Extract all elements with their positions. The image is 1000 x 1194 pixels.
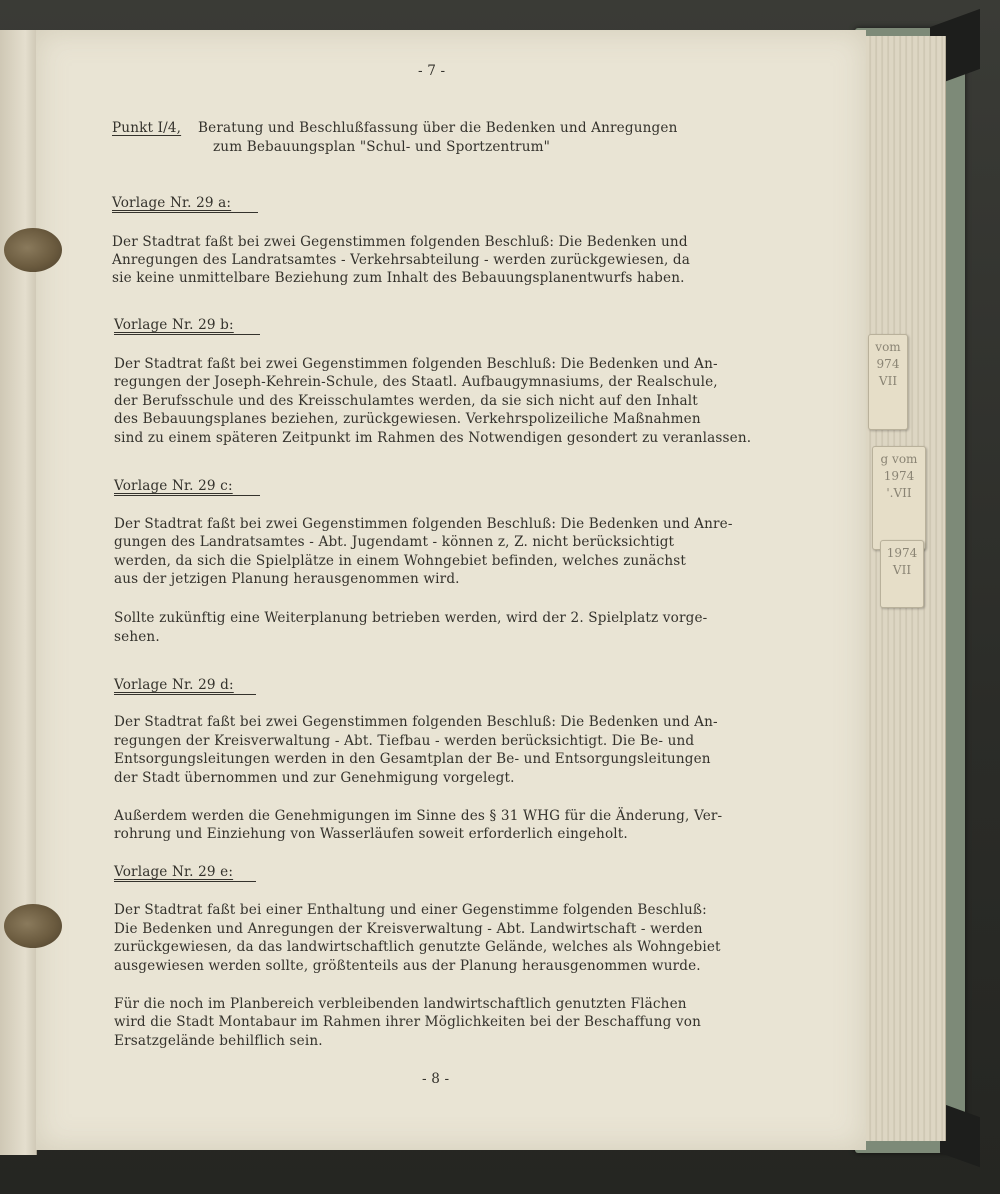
section-title-29b: Vorlage Nr. 29 b: (114, 317, 234, 333)
paragraph-line: Der Stadtrat faßt bei zwei Gegenstimmen folgenden Beschluß: Die Bedenken und (112, 234, 688, 250)
agenda-item-label: Punkt I/4, (112, 120, 182, 136)
paragraph-line: werden, da sich die Spielplätze in einem Wohngebiet befinden, welches zunächst (114, 553, 687, 569)
paragraph-line: rohrung und Einziehung von Wasserläufen soweit erforderlich eingeholt. (114, 826, 628, 842)
paragraph-line: Anregungen des Landratsamtes - Verkehrsabteilung - werden zurückgewiesen, da (112, 252, 691, 268)
tab-text: 1974 (886, 546, 918, 560)
paragraph-line: Der Stadtrat faßt bei zwei Gegenstimmen folgenden Beschluß: Die Bedenken und Anre- (114, 516, 733, 532)
tab-text: 1974 (883, 469, 915, 483)
paragraph-line: Ersatzgelände behilflich sein. (114, 1033, 323, 1049)
punch-hole-bottom (4, 904, 62, 948)
tab-text: '.VII (886, 486, 912, 500)
paragraph-line: wird die Stadt Montabaur im Rahmen ihrer Möglichkeiten bei der Beschaffung von (114, 1014, 701, 1030)
index-tab-1[interactable] (868, 334, 908, 430)
previous-page-edge (0, 30, 37, 1155)
paragraph-line: Die Bedenken und Anregungen der Kreisverwaltung - Abt. Landwirtschaft - werden (114, 921, 703, 937)
paragraph-line: ausgewiesen werden sollte, größtenteils aus der Planung herausgenommen wurde. (114, 958, 701, 974)
page-number-bottom: - 8 - (422, 1071, 450, 1087)
paragraph-line: Der Stadtrat faßt bei einer Enthaltung und einer Gegenstimme folgenden Beschluß: (114, 902, 707, 918)
paragraph-line: Der Stadtrat faßt bei zwei Gegenstimmen folgenden Beschluß: Die Bedenken und An- (114, 714, 718, 730)
paragraph-line: zurückgewiesen, da das landwirtschaftlich genutzte Gelände, welches als Wohngebiet (114, 939, 721, 955)
paragraph-line: des Bebauungsplanes beziehen, zurückgewiesen. Verkehrspolizeiliche Maßnahmen (114, 411, 701, 427)
paragraph-line: aus der jetzigen Planung herausgenommen wird. (114, 571, 460, 587)
paragraph-line: sind zu einem späteren Zeitpunkt im Rahmen des Notwendigen gesondert zu veranlassen. (114, 430, 752, 446)
paragraph-line: sie keine unmittelbare Beziehung zum Inhalt des Bebauungsplanentwurfs haben. (112, 270, 685, 286)
paragraph-line: der Berufsschule und des Kreisschulamtes werden, da sie sich nicht auf den Inhalt (114, 393, 698, 409)
page-number-top: - 7 - (418, 63, 446, 79)
tab-text: VII (892, 563, 912, 577)
paragraph-line: regungen der Kreisverwaltung - Abt. Tiefbau - werden berücksichtigt. Die Be- und (114, 733, 695, 749)
punch-hole-top (4, 228, 62, 272)
underline (114, 881, 256, 882)
paragraph-line: sehen. (114, 629, 160, 645)
section-title-29e: Vorlage Nr. 29 e: (114, 864, 234, 880)
index-tab-2[interactable] (872, 446, 926, 550)
paragraph-line: Sollte zukünftig eine Weiterplanung betrieben werden, wird der 2. Spielplatz vorge- (114, 610, 708, 626)
index-tab-3[interactable] (880, 540, 924, 608)
agenda-item-title-cont: zum Bebauungsplan "Schul- und Sportzentrum" (213, 139, 551, 155)
agenda-item-title: Beratung und Beschlußfassung über die Bedenken und Anregungen (198, 120, 678, 136)
underline (114, 694, 256, 695)
section-title-29d: Vorlage Nr. 29 d: (114, 677, 234, 693)
tab-text: 974 (876, 357, 900, 371)
paragraph-line: Entsorgungsleitungen werden in den Gesamtplan der Be- und Entsorgungsleitungen (114, 751, 711, 767)
underline (114, 334, 260, 335)
tab-text: vom (875, 340, 901, 354)
underline (112, 212, 258, 213)
paragraph-line: Außerdem werden die Genehmigungen im Sinne des § 31 WHG für die Änderung, Ver- (114, 808, 723, 824)
paragraph-line: regungen der Joseph-Kehrein-Schule, des Staatl. Aufbaugymnasiums, der Realschule, (114, 374, 718, 390)
tab-text: g vom (880, 452, 918, 466)
section-title-29a: Vorlage Nr. 29 a: (112, 195, 232, 211)
paragraph-line: gungen des Landratsamtes - Abt. Jugendamt - können z, Z. nicht berücksichtigt (114, 534, 675, 550)
underline (114, 495, 260, 496)
tab-text: VII (878, 374, 898, 388)
paragraph-line: Der Stadtrat faßt bei zwei Gegenstimmen folgenden Beschluß: Die Bedenken und An- (114, 356, 718, 372)
section-title-29c: Vorlage Nr. 29 c: (114, 478, 233, 494)
paragraph-line: Für die noch im Planbereich verbleibenden landwirtschaftlich genutzten Flächen (114, 996, 687, 1012)
paragraph-line: der Stadt übernommen und zur Genehmigung vorgelegt. (114, 770, 515, 786)
